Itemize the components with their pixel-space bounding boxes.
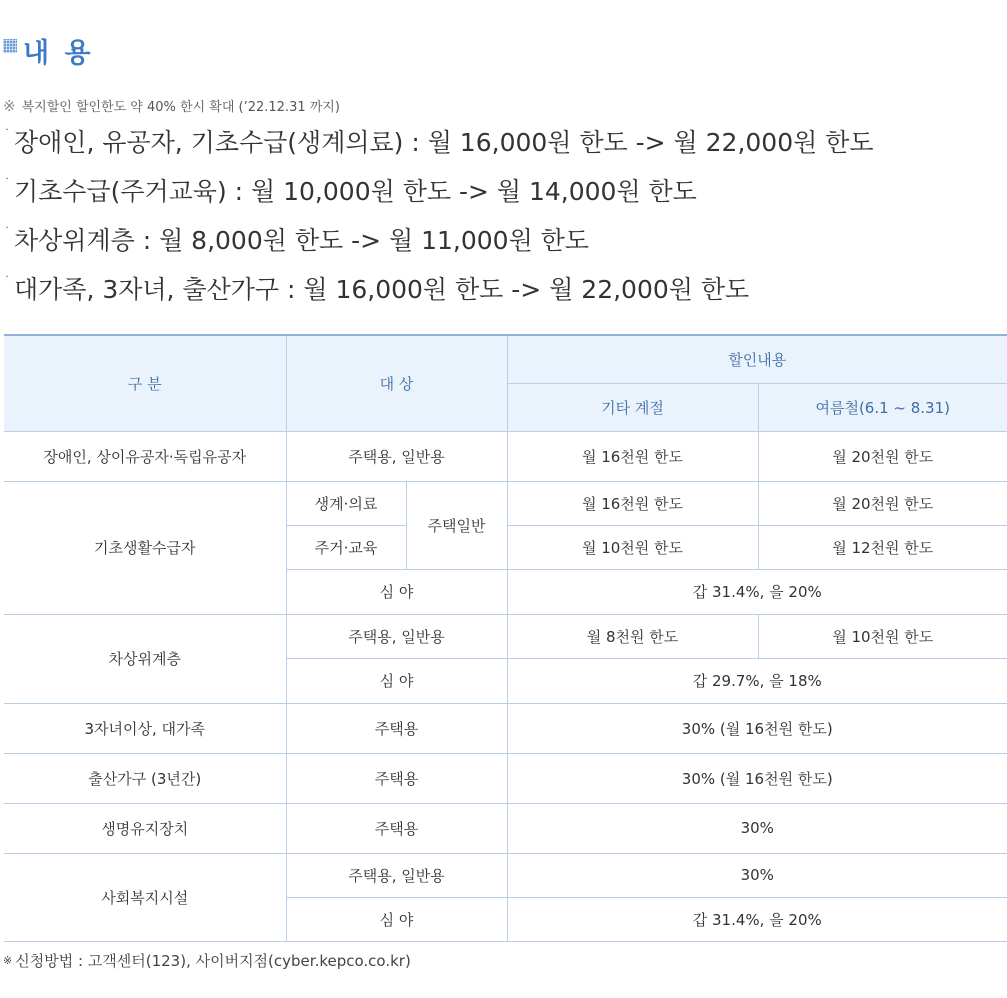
section-title-text: 내 용 <box>23 37 94 69</box>
row-category: 장애인, 상이유공자·독립유공자 <box>4 431 286 481</box>
list-item <box>4 121 874 170</box>
row-target: 주택일반 <box>406 481 507 569</box>
list-item-text: 차상위계층 : 월 8,000원 한도 -> 월 11,000원 한도 <box>14 226 589 255</box>
list-item-text: 기초수급(주거교육) : 월 10,000원 한도 -> 월 14,000원 한도 <box>14 177 697 206</box>
table-row <box>4 703 1007 753</box>
table-row <box>4 431 1007 481</box>
row-other-season: 월 16천원 한도 <box>507 481 758 525</box>
row-category: 3자녀이상, 대가족 <box>4 703 286 753</box>
bullet-dot-icon: ˙ <box>4 127 10 141</box>
row-other-season: 월 10천원 한도 <box>507 525 758 569</box>
row-category: 사회복지시설 <box>4 853 286 941</box>
row-target: 심 야 <box>286 897 507 941</box>
list-item <box>4 170 874 219</box>
header-category: 구 분 <box>4 335 286 431</box>
header-other-season: 기타 계절 <box>507 383 758 431</box>
footnote-text: 신청방법 : 고객센터(123), 사이버지점(cyber.kepco.co.kr) <box>15 952 411 970</box>
row-discount: 30% (월 16천원 한도) <box>507 703 1007 753</box>
row-target: 주택용 <box>286 803 507 853</box>
table-row <box>4 614 1007 658</box>
row-summer: 월 20천원 한도 <box>758 431 1007 481</box>
list-item-text: 장애인, 유공자, 기초수급(생계의료) : 월 16,000원 한도 -> 월 22,000원 한도 <box>14 128 874 157</box>
row-other-season: 월 16천원 한도 <box>507 431 758 481</box>
row-discount: 갑 29.7%, 을 18% <box>507 658 1007 703</box>
row-discount: 갑 31.4%, 을 20% <box>507 897 1007 941</box>
row-subcategory: 생계·의료 <box>286 481 406 525</box>
row-discount: 30% <box>507 803 1007 853</box>
row-summer: 월 12천원 한도 <box>758 525 1007 569</box>
reference-mark-icon: ※ <box>3 96 16 115</box>
list-item <box>4 219 874 268</box>
row-discount: 갑 31.4%, 을 20% <box>507 569 1007 614</box>
reference-mark-icon: ※ <box>3 954 13 967</box>
list-item <box>4 268 874 317</box>
notice-text: 복지할인 할인한도 약 40% 한시 확대 (’22.12.31 까지) <box>21 100 340 115</box>
row-target: 주택용 <box>286 753 507 803</box>
row-summer: 월 10천원 한도 <box>758 614 1007 658</box>
welfare-discount-table <box>4 334 1007 942</box>
table-row <box>4 753 1007 803</box>
row-discount: 30% <box>507 853 1007 897</box>
application-method-note <box>3 950 411 971</box>
row-category: 차상위계층 <box>4 614 286 703</box>
bullet-dot-icon: ˙ <box>4 176 10 190</box>
row-category: 기초생활수급자 <box>4 481 286 614</box>
row-target: 주택용 <box>286 703 507 753</box>
section-title <box>3 30 94 70</box>
header-target: 대 상 <box>286 335 507 431</box>
square-bullet-icon <box>3 39 17 53</box>
row-target: 심 야 <box>286 569 507 614</box>
limit-increase-list <box>4 121 874 317</box>
row-target: 주택용, 일반용 <box>286 431 507 481</box>
row-category: 생명유지장치 <box>4 803 286 853</box>
row-other-season: 월 8천원 한도 <box>507 614 758 658</box>
row-category: 출산가구 (3년간) <box>4 753 286 803</box>
notice-line <box>3 96 340 115</box>
row-target: 주택용, 일반용 <box>286 853 507 897</box>
row-target: 주택용, 일반용 <box>286 614 507 658</box>
table-header-row <box>4 335 1007 383</box>
row-summer: 월 20천원 한도 <box>758 481 1007 525</box>
row-subcategory: 주거·교육 <box>286 525 406 569</box>
row-target: 심 야 <box>286 658 507 703</box>
list-item-text: 대가족, 3자녀, 출산가구 : 월 16,000원 한도 -> 월 22,000원 한도 <box>14 275 750 304</box>
row-discount: 30% (월 16천원 한도) <box>507 753 1007 803</box>
table-row <box>4 853 1007 897</box>
header-summer: 여름철(6.1 ~ 8.31) <box>758 383 1007 431</box>
header-discount: 할인내용 <box>507 335 1007 383</box>
bullet-dot-icon: ˙ <box>4 225 10 239</box>
table-row <box>4 803 1007 853</box>
bullet-dot-icon: ˙ <box>4 274 10 288</box>
table-row <box>4 481 1007 525</box>
